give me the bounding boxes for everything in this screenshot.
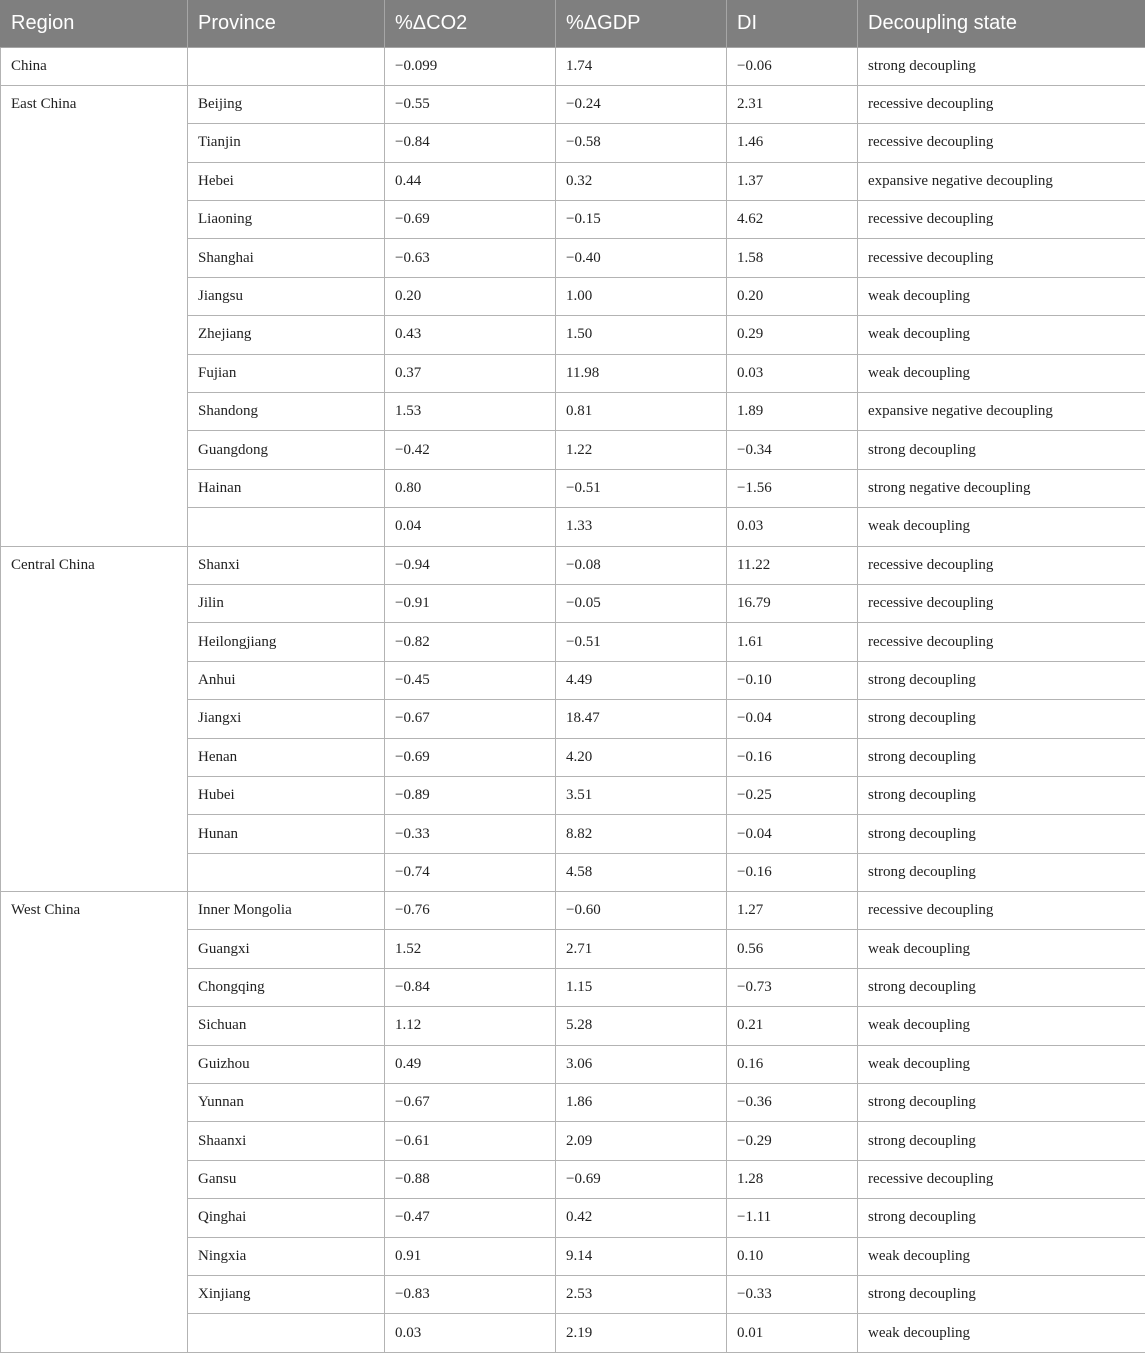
decoupling-state-cell: weak decoupling xyxy=(858,1314,1145,1352)
gdp-change-cell: −0.51 xyxy=(556,469,727,507)
co2-change-cell: 1.53 xyxy=(385,393,556,431)
province-cell: Beijing xyxy=(188,85,385,123)
table-row xyxy=(1,85,1145,123)
province-cell xyxy=(188,47,385,85)
di-cell: 0.21 xyxy=(727,1007,858,1045)
decoupling-state-cell: recessive decoupling xyxy=(858,85,1145,123)
gdp-change-cell: 1.15 xyxy=(556,968,727,1006)
gdp-change-cell: 1.50 xyxy=(556,316,727,354)
gdp-change-cell: −0.69 xyxy=(556,1160,727,1198)
gdp-change-cell: 2.19 xyxy=(556,1314,727,1352)
co2-change-cell: −0.42 xyxy=(385,431,556,469)
province-cell: Guangxi xyxy=(188,930,385,968)
decoupling-state-cell: strong decoupling xyxy=(858,853,1145,891)
co2-change-cell: −0.89 xyxy=(385,776,556,814)
gdp-change-cell: 8.82 xyxy=(556,815,727,853)
gdp-change-cell: 0.42 xyxy=(556,1199,727,1237)
decoupling-state-cell: strong decoupling xyxy=(858,738,1145,776)
decoupling-state-cell: weak decoupling xyxy=(858,1045,1145,1083)
province-cell: Guizhou xyxy=(188,1045,385,1083)
co2-change-cell: 0.37 xyxy=(385,354,556,392)
di-cell: 4.62 xyxy=(727,201,858,239)
gdp-change-cell: 3.06 xyxy=(556,1045,727,1083)
co2-change-cell: −0.94 xyxy=(385,546,556,584)
column-header-gdp-change: %ΔGDP xyxy=(556,0,727,47)
co2-change-cell: −0.47 xyxy=(385,1199,556,1237)
gdp-change-cell: −0.24 xyxy=(556,85,727,123)
province-cell: Sichuan xyxy=(188,1007,385,1045)
province-cell: Xinjiang xyxy=(188,1276,385,1314)
co2-change-cell: −0.82 xyxy=(385,623,556,661)
column-header-di: DI xyxy=(727,0,858,47)
decoupling-state-cell: strong negative decoupling xyxy=(858,469,1145,507)
di-cell: −0.34 xyxy=(727,431,858,469)
decoupling-state-cell: recessive decoupling xyxy=(858,892,1145,930)
co2-change-cell: −0.33 xyxy=(385,815,556,853)
province-cell: Hubei xyxy=(188,776,385,814)
di-cell: −0.04 xyxy=(727,815,858,853)
province-cell: Tianjin xyxy=(188,124,385,162)
decoupling-state-cell: strong decoupling xyxy=(858,431,1145,469)
co2-change-cell: 0.80 xyxy=(385,469,556,507)
province-cell: Guangdong xyxy=(188,431,385,469)
decoupling-state-cell: recessive decoupling xyxy=(858,239,1145,277)
province-cell: Hainan xyxy=(188,469,385,507)
column-header-co2-change: %ΔCO2 xyxy=(385,0,556,47)
co2-change-cell: −0.88 xyxy=(385,1160,556,1198)
gdp-change-cell: 0.81 xyxy=(556,393,727,431)
co2-change-cell: −0.69 xyxy=(385,738,556,776)
di-cell: −0.16 xyxy=(727,853,858,891)
province-cell xyxy=(188,1314,385,1352)
co2-change-cell: −0.67 xyxy=(385,700,556,738)
decoupling-state-cell: strong decoupling xyxy=(858,1199,1145,1237)
table-row-china xyxy=(1,47,1145,85)
decoupling-state-cell: recessive decoupling xyxy=(858,1160,1145,1198)
co2-change-cell: −0.83 xyxy=(385,1276,556,1314)
co2-change-cell: −0.45 xyxy=(385,661,556,699)
gdp-change-cell: −0.51 xyxy=(556,623,727,661)
di-cell: 1.28 xyxy=(727,1160,858,1198)
gdp-change-cell: 1.33 xyxy=(556,508,727,546)
province-cell: Anhui xyxy=(188,661,385,699)
gdp-change-cell: 1.74 xyxy=(556,47,727,85)
co2-change-cell: 1.52 xyxy=(385,930,556,968)
co2-change-cell: −0.63 xyxy=(385,239,556,277)
co2-change-cell: 0.03 xyxy=(385,1314,556,1352)
decoupling-state-cell: recessive decoupling xyxy=(858,124,1145,162)
gdp-change-cell: 2.53 xyxy=(556,1276,727,1314)
gdp-change-cell: 9.14 xyxy=(556,1237,727,1275)
di-cell: 0.29 xyxy=(727,316,858,354)
co2-change-cell: 0.20 xyxy=(385,277,556,315)
co2-change-cell: −0.74 xyxy=(385,853,556,891)
table-body xyxy=(1,47,1145,1352)
di-cell: −1.11 xyxy=(727,1199,858,1237)
gdp-change-cell: −0.60 xyxy=(556,892,727,930)
di-cell: −0.33 xyxy=(727,1276,858,1314)
region-cell: East China xyxy=(1,85,188,546)
province-cell: Ningxia xyxy=(188,1237,385,1275)
di-cell: −0.36 xyxy=(727,1084,858,1122)
co2-change-cell: −0.91 xyxy=(385,584,556,622)
co2-change-cell: 1.12 xyxy=(385,1007,556,1045)
decoupling-state-cell: strong decoupling xyxy=(858,47,1145,85)
province-cell: Inner Mongolia xyxy=(188,892,385,930)
gdp-change-cell: 2.71 xyxy=(556,930,727,968)
di-cell: 1.58 xyxy=(727,239,858,277)
table-row xyxy=(1,546,1145,584)
di-cell: 1.37 xyxy=(727,162,858,200)
province-cell: Jilin xyxy=(188,584,385,622)
di-cell: −0.06 xyxy=(727,47,858,85)
province-cell: Shanxi xyxy=(188,546,385,584)
decoupling-state-cell: recessive decoupling xyxy=(858,546,1145,584)
co2-change-cell: −0.76 xyxy=(385,892,556,930)
column-header-region: Region xyxy=(1,0,188,47)
province-cell: Zhejiang xyxy=(188,316,385,354)
gdp-change-cell: 1.00 xyxy=(556,277,727,315)
di-cell: 0.56 xyxy=(727,930,858,968)
co2-change-cell: −0.69 xyxy=(385,201,556,239)
decoupling-state-cell: strong decoupling xyxy=(858,661,1145,699)
di-cell: 1.46 xyxy=(727,124,858,162)
province-cell: Hunan xyxy=(188,815,385,853)
di-cell: 0.20 xyxy=(727,277,858,315)
di-cell: 0.01 xyxy=(727,1314,858,1352)
decoupling-state-cell: recessive decoupling xyxy=(858,584,1145,622)
decoupling-state-cell: weak decoupling xyxy=(858,277,1145,315)
decoupling-state-cell: expansive negative decoupling xyxy=(858,393,1145,431)
di-cell: 1.89 xyxy=(727,393,858,431)
province-cell: Jiangsu xyxy=(188,277,385,315)
co2-change-cell: −0.61 xyxy=(385,1122,556,1160)
province-cell: Heilongjiang xyxy=(188,623,385,661)
di-cell: −0.29 xyxy=(727,1122,858,1160)
di-cell: −0.25 xyxy=(727,776,858,814)
decoupling-state-cell: strong decoupling xyxy=(858,776,1145,814)
co2-change-cell: 0.43 xyxy=(385,316,556,354)
decoupling-state-cell: strong decoupling xyxy=(858,1276,1145,1314)
province-cell: Shaanxi xyxy=(188,1122,385,1160)
gdp-change-cell: −0.58 xyxy=(556,124,727,162)
decoupling-state-cell: strong decoupling xyxy=(858,700,1145,738)
gdp-change-cell: −0.08 xyxy=(556,546,727,584)
decoupling-state-cell: weak decoupling xyxy=(858,316,1145,354)
co2-change-cell: 0.49 xyxy=(385,1045,556,1083)
decoupling-state-cell: strong decoupling xyxy=(858,815,1145,853)
table-header xyxy=(1,0,1145,47)
co2-change-cell: 0.91 xyxy=(385,1237,556,1275)
di-cell: 0.03 xyxy=(727,508,858,546)
gdp-change-cell: 0.32 xyxy=(556,162,727,200)
gdp-change-cell: 5.28 xyxy=(556,1007,727,1045)
province-cell: Hebei xyxy=(188,162,385,200)
decoupling-state-cell: weak decoupling xyxy=(858,1237,1145,1275)
province-cell: Fujian xyxy=(188,354,385,392)
gdp-change-cell: 2.09 xyxy=(556,1122,727,1160)
di-cell: −0.04 xyxy=(727,700,858,738)
province-cell: Henan xyxy=(188,738,385,776)
province-cell: Liaoning xyxy=(188,201,385,239)
di-cell: 0.03 xyxy=(727,354,858,392)
province-cell: Chongqing xyxy=(188,968,385,1006)
co2-change-cell: −0.67 xyxy=(385,1084,556,1122)
decoupling-state-cell: expansive negative decoupling xyxy=(858,162,1145,200)
decoupling-state-cell: weak decoupling xyxy=(858,1007,1145,1045)
table-row xyxy=(1,892,1145,930)
co2-change-cell: −0.84 xyxy=(385,124,556,162)
gdp-change-cell: 4.20 xyxy=(556,738,727,776)
province-cell: Qinghai xyxy=(188,1199,385,1237)
gdp-change-cell: 18.47 xyxy=(556,700,727,738)
province-cell: Shandong xyxy=(188,393,385,431)
di-cell: −0.16 xyxy=(727,738,858,776)
co2-change-cell: 0.44 xyxy=(385,162,556,200)
decoupling-state-cell: strong decoupling xyxy=(858,1122,1145,1160)
region-cell: China xyxy=(1,47,188,85)
di-cell: 0.10 xyxy=(727,1237,858,1275)
gdp-change-cell: −0.15 xyxy=(556,201,727,239)
gdp-change-cell: 3.51 xyxy=(556,776,727,814)
co2-change-cell: −0.84 xyxy=(385,968,556,1006)
co2-change-cell: −0.55 xyxy=(385,85,556,123)
header-row xyxy=(1,0,1145,47)
di-cell: 11.22 xyxy=(727,546,858,584)
gdp-change-cell: −0.40 xyxy=(556,239,727,277)
region-cell: Central China xyxy=(1,546,188,892)
di-cell: −1.56 xyxy=(727,469,858,507)
province-cell: Shanghai xyxy=(188,239,385,277)
province-cell: Yunnan xyxy=(188,1084,385,1122)
gdp-change-cell: 1.86 xyxy=(556,1084,727,1122)
di-cell: 16.79 xyxy=(727,584,858,622)
decoupling-state-cell: weak decoupling xyxy=(858,354,1145,392)
gdp-change-cell: 1.22 xyxy=(556,431,727,469)
gdp-change-cell: −0.05 xyxy=(556,584,727,622)
di-cell: 1.61 xyxy=(727,623,858,661)
column-header-decoupling-state: Decoupling state xyxy=(858,0,1145,47)
gdp-change-cell: 11.98 xyxy=(556,354,727,392)
gdp-change-cell: 4.49 xyxy=(556,661,727,699)
region-cell: West China xyxy=(1,892,188,1353)
decoupling-state-cell: recessive decoupling xyxy=(858,201,1145,239)
gdp-change-cell: 4.58 xyxy=(556,853,727,891)
di-cell: −0.73 xyxy=(727,968,858,1006)
di-cell: 0.16 xyxy=(727,1045,858,1083)
decoupling-state-cell: strong decoupling xyxy=(858,968,1145,1006)
co2-change-cell: −0.099 xyxy=(385,47,556,85)
column-header-province: Province xyxy=(188,0,385,47)
province-cell xyxy=(188,508,385,546)
province-cell xyxy=(188,853,385,891)
decoupling-state-cell: strong decoupling xyxy=(858,1084,1145,1122)
province-cell: Gansu xyxy=(188,1160,385,1198)
decoupling-state-cell: recessive decoupling xyxy=(858,623,1145,661)
di-cell: 2.31 xyxy=(727,85,858,123)
decoupling-state-cell: weak decoupling xyxy=(858,508,1145,546)
province-cell: Jiangxi xyxy=(188,700,385,738)
di-cell: −0.10 xyxy=(727,661,858,699)
co2-change-cell: 0.04 xyxy=(385,508,556,546)
di-cell: 1.27 xyxy=(727,892,858,930)
decoupling-state-cell: weak decoupling xyxy=(858,930,1145,968)
